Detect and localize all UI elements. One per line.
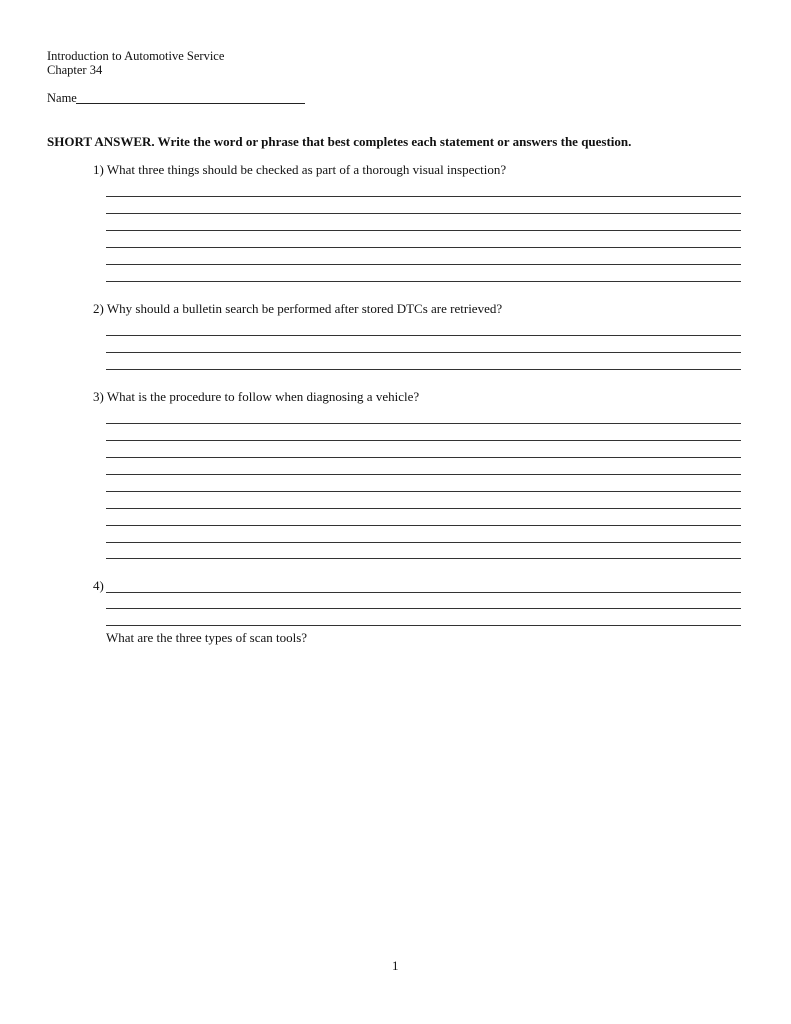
- question-number: 3): [93, 389, 104, 404]
- answer-line[interactable]: [106, 625, 741, 626]
- answer-line[interactable]: [106, 440, 741, 441]
- question-1: [93, 162, 506, 178]
- answer-line[interactable]: [106, 281, 741, 282]
- answer-line[interactable]: [106, 369, 741, 370]
- question-4-number: 4): [93, 578, 104, 593]
- page-number: 1: [392, 958, 399, 973]
- answer-line[interactable]: [106, 525, 741, 526]
- answer-line[interactable]: [106, 423, 741, 424]
- answer-line[interactable]: [106, 213, 741, 214]
- question-3: [93, 389, 419, 405]
- answer-line[interactable]: [106, 474, 741, 475]
- answer-line[interactable]: [106, 196, 741, 197]
- name-label: Name: [47, 91, 77, 105]
- instructions: SHORT ANSWER. Write the word or phrase that best completes each statement or answers the question.: [47, 134, 632, 149]
- answer-line[interactable]: [106, 542, 741, 543]
- question-text: What is the procedure to follow when diagnosing a vehicle?: [106, 389, 420, 404]
- answer-line[interactable]: [106, 230, 741, 231]
- question-text: What three things should be checked as part of a thorough visual inspection?: [106, 162, 507, 177]
- course-title: Introduction to Automotive Service: [47, 49, 225, 63]
- answer-line[interactable]: [106, 335, 741, 336]
- question-number: 2): [93, 301, 104, 316]
- answer-line[interactable]: [106, 508, 741, 509]
- answer-line[interactable]: [106, 558, 741, 559]
- answer-line[interactable]: [106, 264, 741, 265]
- question-number: 1): [93, 162, 104, 177]
- question-2: [93, 301, 502, 317]
- answer-line[interactable]: [106, 592, 741, 593]
- question-4-text: What are the three types of scan tools?: [106, 630, 308, 645]
- chapter-label: Chapter 34: [47, 63, 103, 77]
- answer-line[interactable]: [106, 352, 741, 353]
- name-field[interactable]: [76, 103, 305, 104]
- question-text: Why should a bulletin search be performed after stored DTCs are retrieved?: [106, 301, 503, 316]
- answer-line[interactable]: [106, 247, 741, 248]
- answer-line[interactable]: [106, 608, 741, 609]
- answer-line[interactable]: [106, 491, 741, 492]
- answer-line[interactable]: [106, 457, 741, 458]
